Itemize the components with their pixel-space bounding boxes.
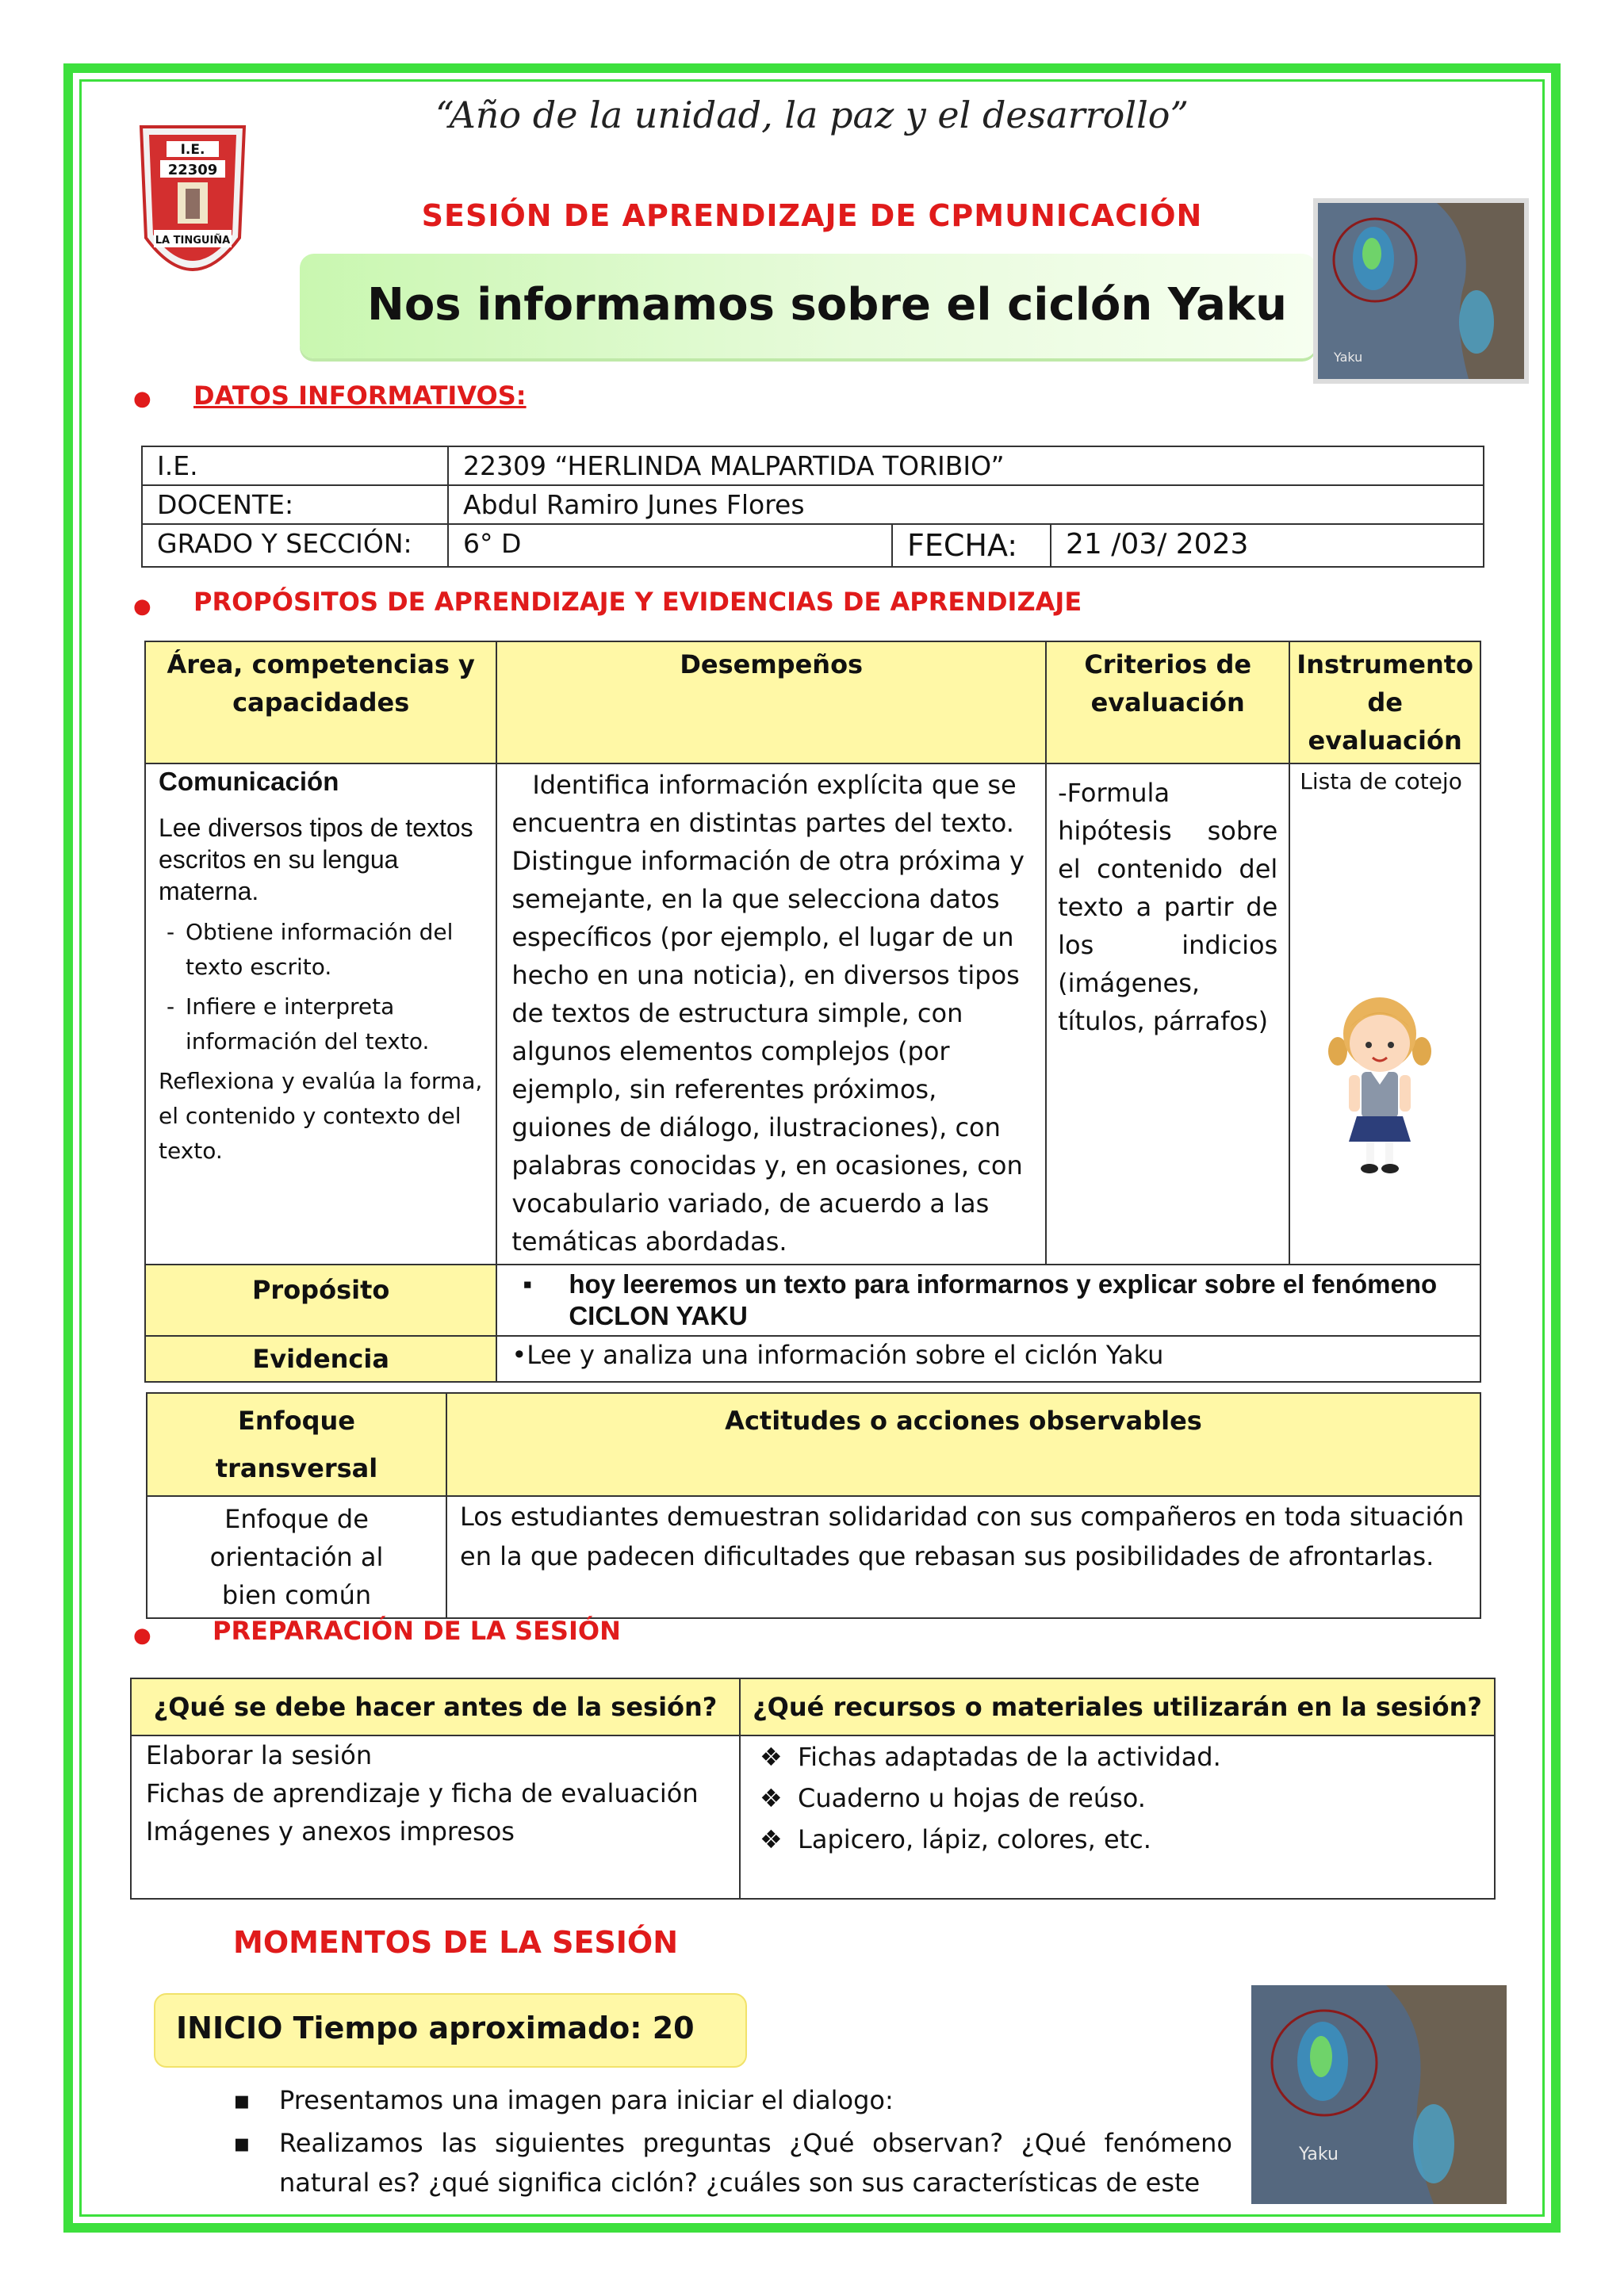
proposito-text: ▪ hoy leeremos un texto para informarnos y explicar sobre el fenómeno CICLON YAKU [546, 1269, 1470, 1332]
fecha-value: 21 /03/ 2023 [1051, 524, 1484, 567]
instrumento-cell [1289, 763, 1480, 1265]
crest-name-text: LA TINGUIÑA [155, 235, 231, 247]
enfoque-value: Enfoque de orientación al bien común [147, 1496, 446, 1618]
preparacion-heading: PREPARACIÓN DE LA SESIÓN [213, 1616, 621, 1646]
area-reflexiona: Reflexiona y evalúa la forma, el contenido y contexto del texto. [159, 1068, 483, 1164]
col-instrumento: Instrumento de evaluación [1289, 641, 1480, 763]
grado-label: GRADO Y SECCIÓN: [142, 524, 448, 567]
col-criterios: Criterios de evaluación [1046, 641, 1289, 763]
col-enfoque: Enfoque transversal [147, 1393, 446, 1496]
criterio-text: -Formula hipótesis sobre el contenido del texto a partir de los indicios (imágenes, títulos, párrafos) [1058, 778, 1278, 1036]
capacidades-list [159, 915, 486, 1059]
propositos-table [144, 641, 1481, 1383]
capacidad-item: - Infiere e interpreta información del texto. [186, 989, 486, 1059]
col-antes: ¿Qué se debe hacer antes de la sesión? [131, 1678, 740, 1735]
evidencia-label: Evidencia [145, 1336, 496, 1382]
actitudes-value: Los estudiantes demuestran solidaridad con sus compañeros en toda situación en la que padecen dificultades que rebasan sus posibilidades de afrontarlas. [446, 1496, 1480, 1618]
crest-ie-text: I.E. [180, 142, 205, 158]
docente-value: Abdul Ramiro Junes Flores [448, 485, 1484, 524]
preparacion-table [130, 1678, 1496, 1900]
bullet-preparacion: ● [133, 1624, 151, 1647]
col-recursos: ¿Qué recursos o materiales utilizarán en la sesión? [740, 1678, 1495, 1735]
area-competencia: Lee diversos tipos de textos escritos en su lengua materna. [159, 813, 473, 905]
momentos-list [257, 2080, 1232, 2202]
antes-item: Imágenes y anexos impresos [146, 1816, 515, 1846]
docente-label: DOCENTE: [142, 485, 448, 524]
area-title: Comunicación [159, 767, 339, 796]
area-cell [145, 763, 496, 1265]
col-area: Área, competencias y capacidades [145, 641, 496, 763]
photo-caption-2: Yaku [1299, 2145, 1339, 2164]
desempeno-text: Identifica información explícita que se encuentra en distintas partes del texto. Distingue información de otra próxima y semejante, en la que selecciona datos específicos (por ejemplo, el lugar de un hecho en una noticia), en diversos tipos de textos de estructura simple, con algunos elementos complejos (por ejemplo, sin referentes próximos, guiones de diálogo, ilustraciones), con palabras conocidas y, en ocasiones, con vocabulario variado, de acuerdo a las temáticas abordadas. [511, 770, 1025, 1257]
photo-caption: Yaku [1334, 350, 1363, 365]
session-title: SESIÓN DE APRENDIZAJE DE CPMUNICACIÓN [421, 198, 1203, 233]
capacidad-item: - Obtiene información del texto escrito. [186, 915, 486, 985]
antes-item: Fichas de aprendizaje y ficha de evaluación [146, 1778, 699, 1808]
desempeno-cell [496, 763, 1046, 1265]
enfoque-table [146, 1392, 1481, 1619]
antes-item: Elaborar la sesión [146, 1740, 373, 1770]
momentos-heading: MOMENTOS DE LA SESIÓN [233, 1925, 679, 1960]
student-girl-illustration [1328, 978, 1431, 1177]
col-desempenos: Desempeños [496, 641, 1046, 763]
proposito-cell [496, 1265, 1480, 1336]
antes-cell [131, 1735, 740, 1899]
criterio-cell [1046, 763, 1289, 1265]
recurso-item: ❖ Lapicero, lápiz, colores, etc. [749, 1819, 1486, 1860]
inicio-label: INICIO Tiempo aproximado: 20 [176, 2011, 695, 2045]
bullet-propositos: ● [133, 595, 151, 618]
cyclone-satellite-image-2 [1251, 1985, 1507, 2204]
recursos-cell [740, 1735, 1495, 1899]
bullet-datos: ● [133, 387, 151, 411]
crest-number-text: 22309 [167, 162, 218, 178]
evidencia-text: •Lee y analiza una información sobre el ciclón Yaku [496, 1336, 1480, 1382]
cyclone-satellite-image [1313, 198, 1529, 384]
col-actitudes: Actitudes o acciones observables [446, 1393, 1480, 1496]
momento-item: ▪ Presentamos una imagen para iniciar el dialogo: [257, 2080, 1232, 2120]
datos-table [141, 446, 1484, 568]
propositos-heading: PROPÓSITOS DE APRENDIZAJE Y EVIDENCIAS DE APRENDIZAJE [193, 587, 1082, 617]
grado-value: 6° D [448, 524, 892, 567]
proposito-label: Propósito [145, 1265, 496, 1336]
recurso-item: ❖ Fichas adaptadas de la actividad. [749, 1736, 1486, 1777]
ie-label: I.E. [142, 446, 448, 485]
instrumento-text: Lista de cotejo [1300, 768, 1462, 794]
recurso-item: ❖ Cuaderno u hojas de reúso. [749, 1777, 1486, 1819]
year-motto: “Año de la unidad, la paz y el desarrollo” [435, 94, 1189, 136]
datos-heading: DATOS INFORMATIVOS: [193, 381, 527, 411]
momento-item: ▪ Realizamos las siguientes preguntas ¿Qué observan? ¿Qué fenómeno natural es? ¿qué significa ciclón? ¿cuáles son sus características de este [257, 2123, 1232, 2202]
ie-value: 22309 “HERLINDA MALPARTIDA TORIBIO” [448, 446, 1484, 485]
main-title: Nos informamos sobre el ciclón Yaku [366, 279, 1288, 331]
fecha-label: FECHA: [892, 524, 1051, 567]
